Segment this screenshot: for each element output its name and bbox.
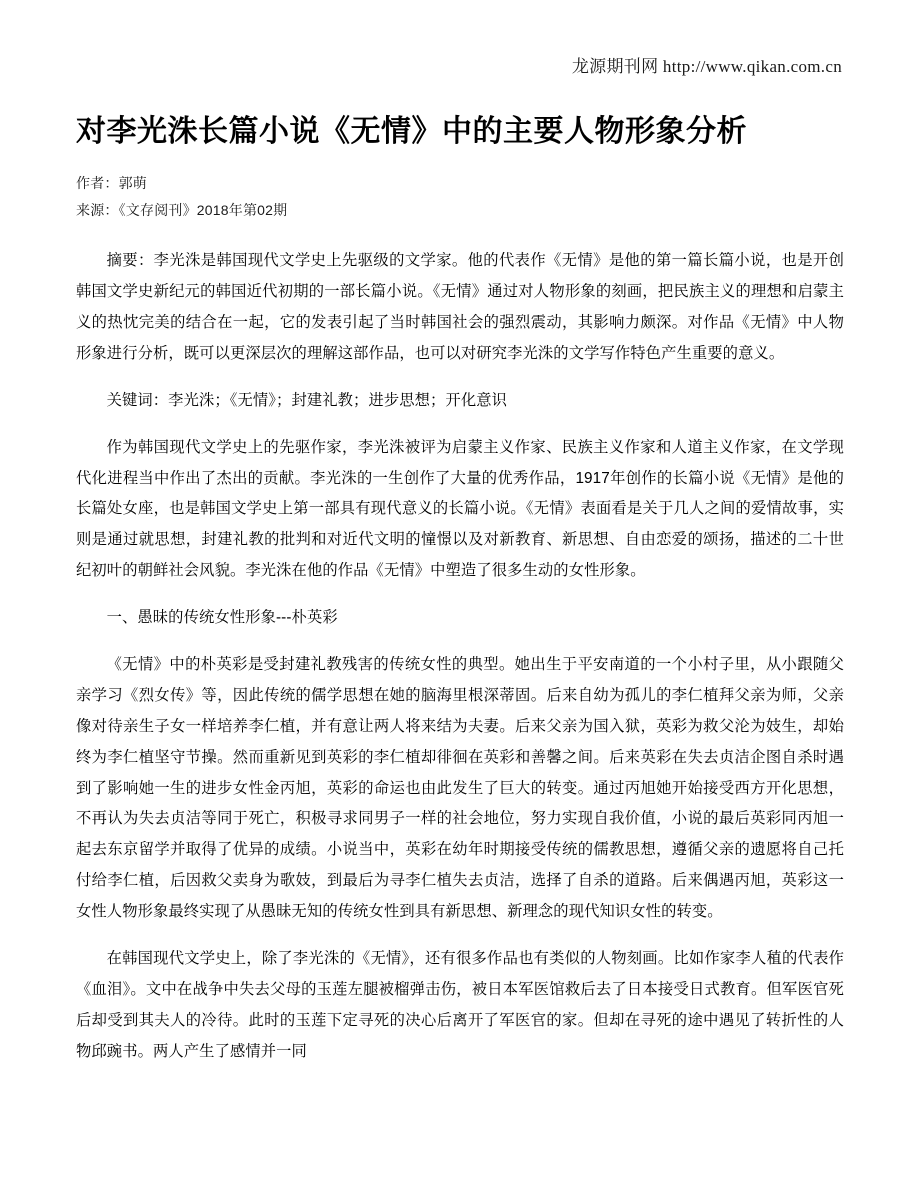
section-heading-1: 一、愚昧的传统女性形象---朴英彩 xyxy=(106,609,338,627)
article-meta xyxy=(76,170,844,225)
body-paragraph-1: 作为韩国现代文学史上的先驱作家，李光洙被评为启蒙主义作家、民族主义作家和人道主义作家，在文学现代化进程当中作出了杰出的贡献。李光洙的一生创作了大量的优秀作品，1917年创作的长篇小说《无情》是他的长篇处女座，也是韩国文学史上第一部具有现代意义的长篇小说。《无情》表面看是关于几人之间的爱情故事，实则是通过就思想，封建礼教的批判和对近代文明的憧憬以及对新教育、新思想、自由恋爱的颂扬，描述的二十世纪初叶的朝鲜社会风貌。李光洙在他的作品《无情》中塑造了很多生动的女性形象。 xyxy=(76,438,844,580)
author-line: 作者：郭萌 xyxy=(76,174,147,191)
abstract-paragraph: 摘要：李光洙是韩国现代文学史上先驱级的文学家。他的代表作《无情》是他的第一篇长篇小说，也是开创韩国文学史新纪元的韩国近代初期的一部长篇小说。《无情》通过对人物形象的刻画，把民族主义的理想和启蒙主义的热忱完美的结合在一起，它的发表引起了当时韩国社会的强烈震动，其影响力颇深。对作品《无情》中人物形象进行分析，既可以更深层次的理解这部作品，也可以对研究李光洙的文学写作特色产生重要的意义。 xyxy=(76,252,844,362)
keywords-paragraph: 关键词：李光洙；《无情》；封建礼教；进步思想；开化意识 xyxy=(106,391,508,409)
source-line: 来源：《文存阅刊》2018年第02期 xyxy=(76,201,288,218)
site-watermark-header: 龙源期刊网 http://www.qikan.com.cn xyxy=(571,57,842,76)
body-paragraph-3: 在韩国现代文学史上，除了李光洙的《无情》，还有很多作品也有类似的人物刻画。比如作家李人稙的代表作《血泪》。文中在战争中失去父母的玉莲左腿被榴弹击伤，被日本军医馆救后去了日本接受日式教育。但军医官死后却受到其夫人的冷待。此时的玉莲下定寻死的决心后离开了军医官的家。但却在寻死的途中遇见了转折性的人物邱豌书。两人产生了感情并一同 xyxy=(76,950,844,1060)
body-paragraph-2: 《无情》中的朴英彩是受封建礼教残害的传统女性的典型。她出生于平安南道的一个小村子里，从小跟随父亲学习《烈女传》等，因此传统的儒学思想在她的脑海里根深蒂固。后来自幼为孤儿的李仁植拜父亲为师，父亲像对待亲生子女一样培养李仁植，并有意让两人将来结为夫妻。后来父亲为国入狱，英彩为救父沦为妓生，却始终为李仁植坚守节操。然而重新见到英彩的李仁植却徘徊在英彩和善馨之间。后来英彩在失去贞洁企图自杀时遇到了影响她一生的进步女性金丙旭，英彩的命运也由此发生了巨大的转变。通过丙旭她开始接受西方开化思想，不再认为失去贞洁等同于死亡，积极寻求同男子一样的社会地位，努力实现自我价值，小说的最后英彩同丙旭一起去东京留学并取得了优异的成绩。小说当中，英彩在幼年时期接受传统的儒教思想，遵循父亲的遗愿将自己托付给李仁植，后因救父卖身为歌妓，到最后为寻李仁植失去贞洁，选择了自杀的道路。后来偶遇丙旭，英彩这一女性人物形象最终实现了从愚昧无知的传统女性到具有新思想、新理念的现代知识女性的转变。 xyxy=(76,655,844,921)
page-title: 对李光洙长篇小说《无情》中的主要人物形象分析 xyxy=(76,115,747,148)
